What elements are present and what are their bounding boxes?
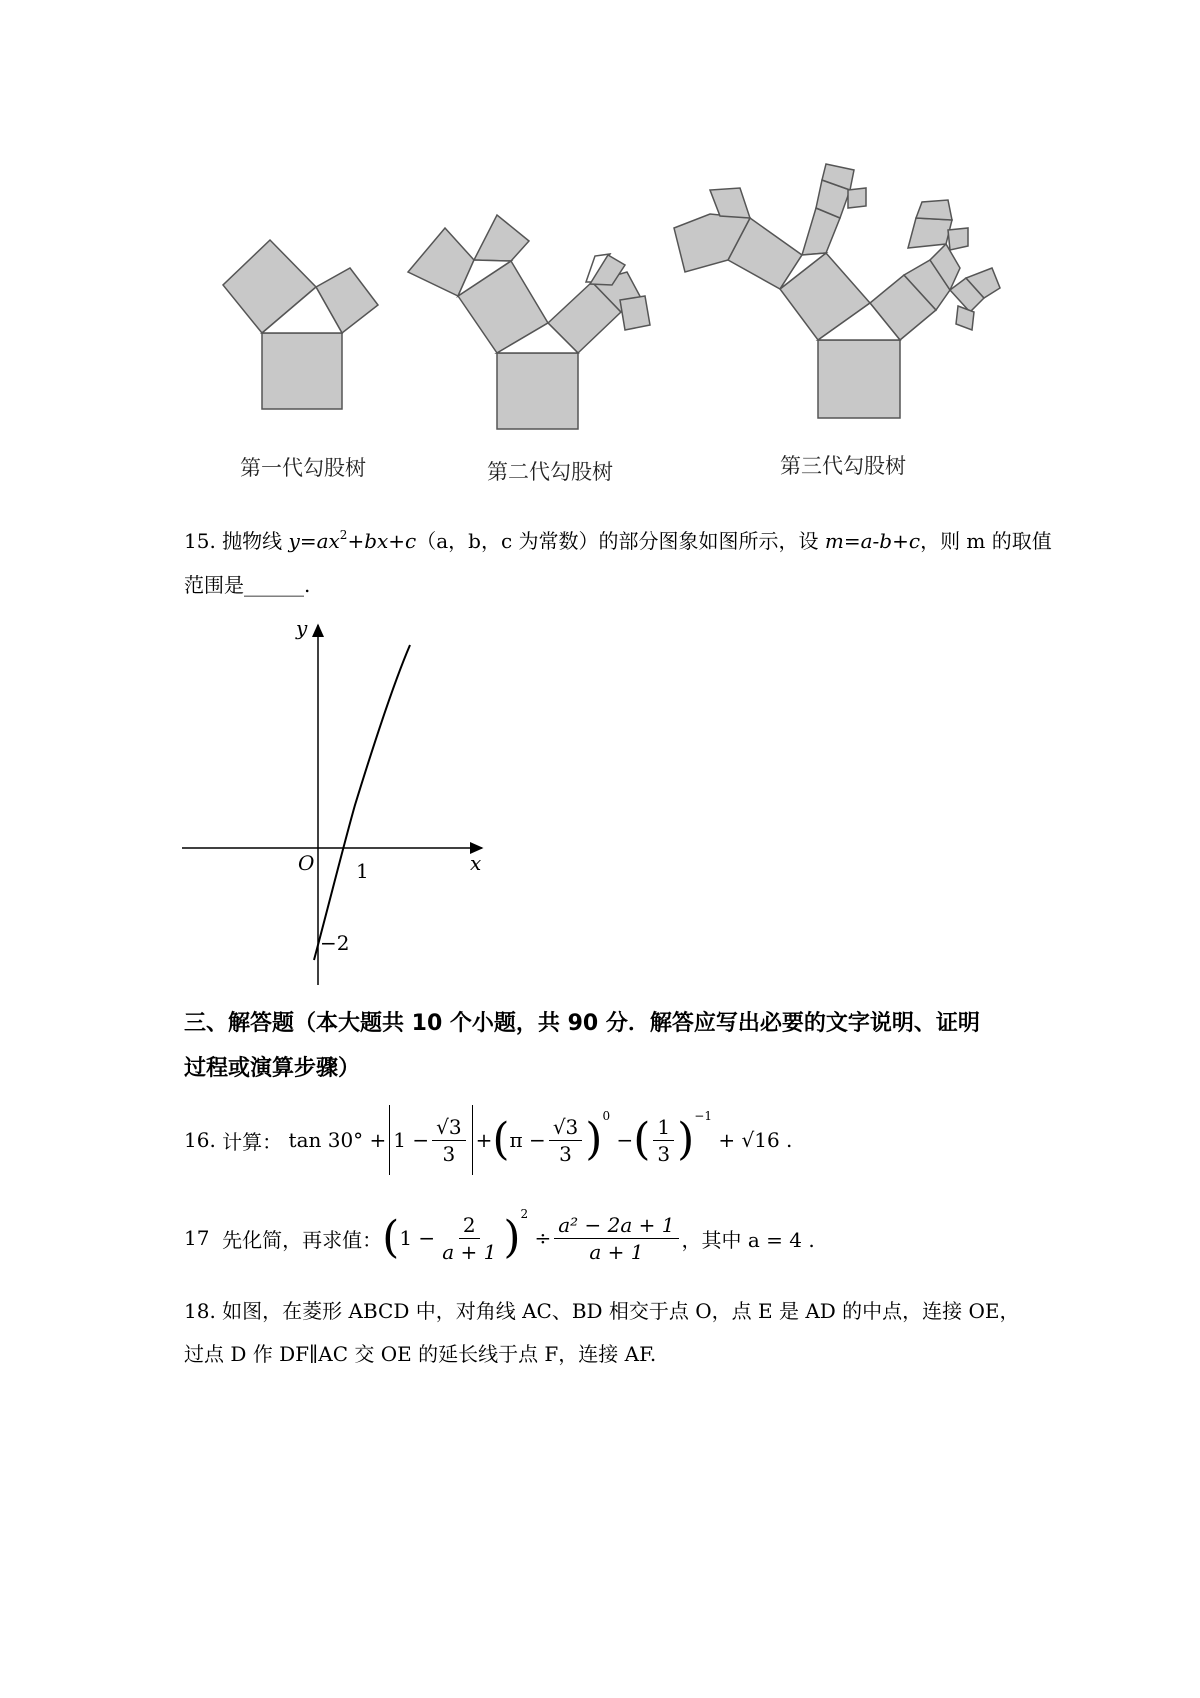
q15-text-c: ，则 m 的取值 (920, 529, 1052, 553)
question-17 (184, 1198, 815, 1278)
q16-sqrt16: √16 (741, 1128, 780, 1152)
q16-frac2-num: √3 (549, 1114, 582, 1141)
x-tick-label: 1 (356, 859, 369, 883)
q16-frac1-den: 3 (442, 1141, 456, 1166)
q16-pi-minus: π − (509, 1128, 546, 1152)
paren-close-2: ) (677, 1114, 695, 1165)
parabola-graph (170, 615, 490, 995)
q15-text-b: （a，b，c 为常数）的部分图象如图所示，设 (416, 529, 819, 553)
q17-frac2-den: a + 1 (589, 1239, 644, 1264)
q16-one-minus: 1 − (393, 1128, 430, 1152)
q16-plus-2: + (718, 1128, 736, 1152)
q16-label: 计算： (222, 1129, 283, 1154)
abs-bar-left (389, 1105, 390, 1175)
q16-frac3-den: 3 (657, 1141, 671, 1166)
q17-frac1-den: a + 1 (442, 1239, 497, 1264)
q16-frac1-num: √3 (432, 1114, 465, 1141)
q17-label: 先化简，再求值： (222, 1227, 383, 1252)
tree-gen-3 (674, 164, 1000, 418)
q15-text-a: 抛物线 (222, 529, 283, 553)
tree-gen-1 (223, 240, 378, 409)
q16-exponent-neg1: −1 (694, 1109, 712, 1123)
q17-paren-open: ( (382, 1212, 400, 1263)
y-axis-label: y (296, 616, 308, 640)
q16-exponent-0: 0 (602, 1109, 611, 1123)
origin-label: O (298, 851, 315, 875)
tree-gen-2 (408, 215, 650, 429)
q16-plus: + (475, 1128, 493, 1152)
q15-equation-tail: +bx+c (347, 529, 417, 553)
q16-frac2-den: 3 (559, 1141, 572, 1166)
q15-number: 15. (184, 529, 216, 553)
q16-number: 16. (184, 1128, 216, 1152)
parabola-curve (314, 645, 410, 960)
q15-equation-exponent: 2 (339, 528, 348, 542)
q17-fraction-2 (554, 1212, 678, 1265)
q15-equation: y=ax (288, 529, 340, 553)
question-18-line-1: 18. 如图，在菱形 ABCD 中，对角线 AC、BD 相交于点 O，点 E 是 AD 的中点，连接 OE， (184, 1299, 1020, 1323)
paren-open-1: ( (492, 1114, 510, 1165)
section-3-heading-line-1: 三、解答题（本大题共 10 个小题，共 90 分．解答应写出必要的文字说明、证明 (184, 1011, 980, 1036)
q16-tan-term: tan 30° + (288, 1128, 387, 1152)
q17-fraction-1 (438, 1212, 500, 1265)
figure-caption-gen-2: 第二代勾股树 (487, 460, 613, 484)
q17-paren-close: ) (503, 1212, 521, 1263)
q17-frac2-num: a² − 2a + 1 (554, 1212, 678, 1239)
q16-fraction-1 (432, 1114, 465, 1167)
question-16 (184, 1100, 792, 1180)
q16-frac3-num: 1 (653, 1114, 674, 1141)
pythagoras-tree-figures (0, 140, 1200, 480)
y-tick-label: −2 (320, 931, 350, 955)
q17-tail: ，其中 a = 4 . (681, 1227, 815, 1252)
q16-fraction-2 (549, 1114, 582, 1167)
paren-open-2: ( (633, 1114, 651, 1165)
x-axis-label: x (470, 851, 482, 875)
figure-caption-gen-1: 第一代勾股树 (240, 456, 366, 480)
paren-close-1: ) (585, 1114, 603, 1165)
q16-fraction-3 (653, 1114, 674, 1167)
q17-number: 17 (184, 1226, 210, 1250)
question-15-line-1 (184, 520, 1052, 562)
q17-one-minus: 1 − (399, 1226, 436, 1250)
q16-minus: − (616, 1128, 634, 1152)
abs-bar-right (472, 1105, 473, 1175)
q17-exponent-2: 2 (520, 1207, 529, 1221)
section-3-heading-line-2: 过程或演算步骤） (184, 1056, 361, 1081)
q17-divide: ÷ (534, 1226, 552, 1250)
question-18-line-2: 过点 D 作 DF∥AC 交 OE 的延长线于点 F，连接 AF. (184, 1342, 657, 1366)
question-15-line-2: 范围是______. (184, 573, 311, 597)
q15-m-expression: m=a-b+c (824, 529, 921, 553)
q16-end: . (786, 1128, 793, 1152)
q17-frac1-num: 2 (459, 1212, 480, 1239)
figure-caption-gen-3: 第三代勾股树 (780, 454, 906, 478)
